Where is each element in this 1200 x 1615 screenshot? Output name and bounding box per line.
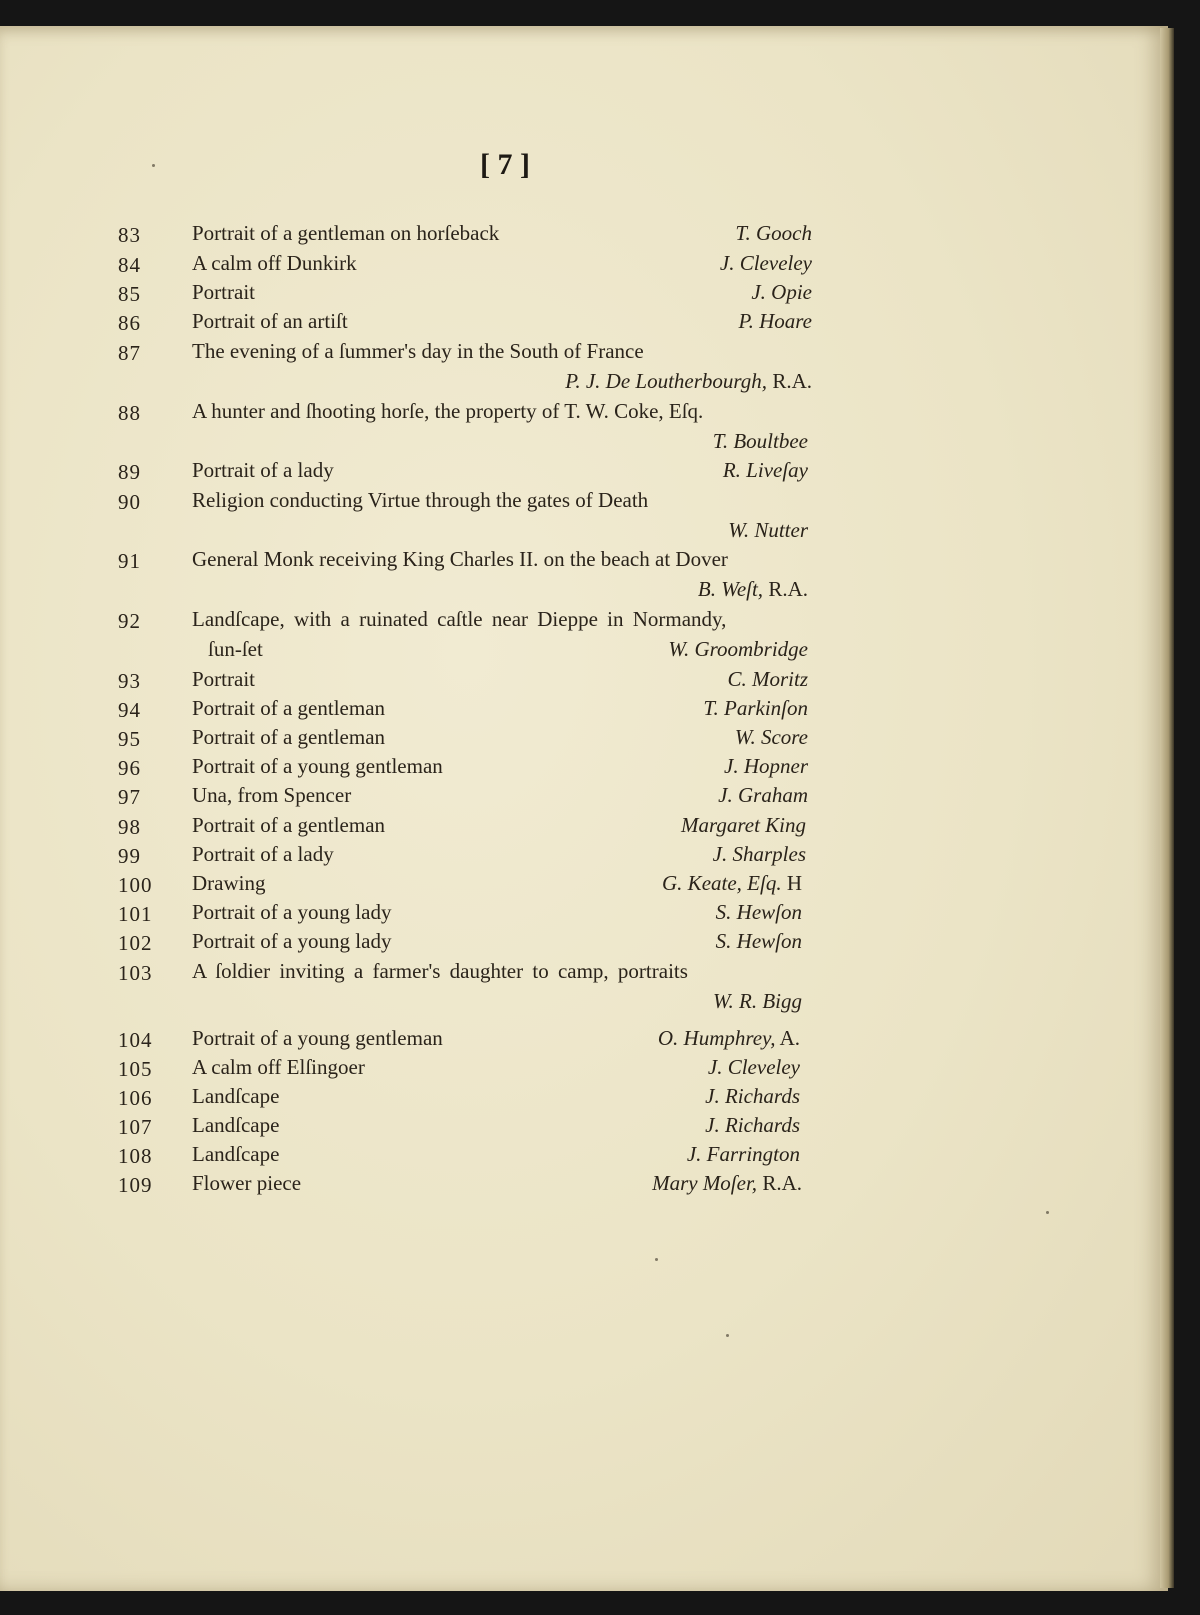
entry-title: Portrait of a gentleman	[192, 696, 386, 720]
entry-number: 85	[118, 282, 141, 306]
entry-number: 98	[118, 815, 141, 839]
artist-name: W. Groombridge	[668, 637, 808, 661]
list-item	[0, 1110, 1168, 1140]
list-item	[0, 1139, 1168, 1169]
artist-name: J. Farrington	[686, 1142, 800, 1166]
artist-name: W. Nutter	[728, 518, 808, 542]
artist-name: J. Cleveley	[719, 251, 812, 275]
entry-artist	[720, 248, 812, 278]
entry-title: Drawing	[192, 871, 266, 895]
entry-number: 91	[118, 549, 141, 573]
artist-suffix: R.A.	[767, 369, 812, 393]
entry-artist	[652, 1168, 802, 1198]
artist-name: T. Boultbee	[712, 429, 808, 453]
entry-artist	[703, 693, 808, 723]
entry-title: Portrait of a gentleman on horſeback	[192, 221, 500, 245]
artist-name: S. Hewſon	[715, 929, 802, 953]
entry-number: 90	[118, 490, 141, 514]
list-item	[0, 396, 1168, 426]
entry-number: 92	[118, 609, 141, 633]
entry-artist	[687, 1139, 800, 1169]
artist-name: J. Hopner	[724, 754, 808, 778]
entry-title: Portrait of a young gentleman	[192, 754, 443, 778]
artist-name: J. Opie	[751, 280, 812, 304]
entry-title: Portrait of a gentleman	[192, 725, 386, 749]
artist-suffix: R.A.	[763, 577, 808, 601]
entry-title: Portrait of a young gentleman	[192, 1026, 443, 1050]
entry-artist	[705, 1110, 800, 1140]
entry-title: Portrait	[192, 667, 255, 691]
list-item	[0, 956, 1168, 986]
paper-speck	[152, 164, 155, 167]
artist-name: J. Richards	[705, 1084, 800, 1108]
entry-title: Landſcape	[192, 1142, 280, 1166]
artist-name: G. Keate, Eſq.	[662, 871, 782, 895]
list-item	[0, 664, 1168, 694]
entry-title: Portrait	[192, 280, 255, 304]
entry-number: 106	[118, 1086, 153, 1110]
entry-number: 83	[118, 223, 141, 247]
entry-artist	[681, 810, 806, 840]
entry-artist	[716, 926, 802, 956]
entry-title: Portrait of a gentleman	[192, 813, 386, 837]
entry-artist	[735, 722, 808, 752]
entry-number: 84	[118, 253, 141, 277]
entry-number: 89	[118, 460, 141, 484]
entry-title: Portrait of a lady	[192, 458, 334, 482]
artist-name: T. Parkinſon	[703, 696, 808, 720]
artist-name: J. Sharples	[712, 842, 806, 866]
list-item	[0, 897, 1168, 927]
list-item	[0, 926, 1168, 956]
list-item	[0, 751, 1168, 781]
list-item	[0, 485, 1168, 515]
entry-artist	[668, 634, 808, 664]
entry-number: 108	[118, 1144, 153, 1168]
artist-name: T. Gooch	[735, 221, 812, 245]
entry-artist	[705, 1081, 800, 1111]
page-number: [ 7 ]	[480, 148, 530, 181]
entry-title-continuation: ſun-ſet	[208, 637, 263, 661]
list-item-continuation	[0, 366, 1168, 396]
entry-artist	[713, 986, 802, 1016]
entry-title: A calm off Elſingoer	[192, 1055, 365, 1079]
artist-name: P. Hoare	[738, 309, 812, 333]
entry-title: Portrait of a young lady	[192, 929, 392, 953]
artist-name: J. Cleveley	[707, 1055, 800, 1079]
paper-speck	[726, 1334, 729, 1337]
entry-title: Una, from Spencer	[192, 783, 352, 807]
list-item	[0, 1168, 1168, 1198]
artist-name: S. Hewſon	[715, 900, 802, 924]
entry-number: 93	[118, 669, 141, 693]
list-item	[0, 722, 1168, 752]
artist-name: C. Moritz	[727, 667, 808, 691]
entry-title: Religion conducting Virtue through the gates of Death	[192, 488, 649, 512]
entry-number: 104	[118, 1028, 153, 1052]
entry-artist	[727, 664, 808, 694]
artist-suffix: A.	[775, 1026, 800, 1050]
list-item	[0, 780, 1168, 810]
entry-number: 99	[118, 844, 141, 868]
entry-number: 102	[118, 931, 153, 955]
entry-number: 100	[118, 873, 153, 897]
entry-number: 105	[118, 1057, 153, 1081]
artist-name: O. Humphrey,	[657, 1026, 776, 1050]
entry-title: The evening of a ſummer's day in the South of France	[192, 339, 644, 363]
list-item	[0, 336, 1168, 366]
entry-title: Portrait of a lady	[192, 842, 334, 866]
artist-name: J. Richards	[705, 1113, 800, 1137]
entry-number: 87	[118, 341, 141, 365]
paper-speck	[655, 1258, 658, 1261]
list-item	[0, 455, 1168, 485]
list-item	[0, 693, 1168, 723]
artist-name: P. J. De Loutherbourgh,	[565, 369, 768, 393]
entry-artist	[728, 515, 808, 545]
entry-number: 86	[118, 311, 141, 335]
entry-number: 94	[118, 698, 141, 722]
list-item-continuation	[0, 515, 1168, 545]
entry-title: A hunter and ſhooting horſe, the property of T. W. Coke, Eſq.	[192, 399, 704, 423]
artist-name: R. Liveſay	[722, 458, 808, 482]
entry-artist	[751, 277, 812, 307]
list-item	[0, 544, 1168, 574]
list-item	[0, 248, 1168, 278]
entry-artist	[708, 1052, 800, 1082]
list-item	[0, 218, 1168, 248]
entry-number: 101	[118, 902, 153, 926]
list-item	[0, 277, 1168, 307]
entry-title: A ſoldier inviting a farmer's daughter to camp, portraits	[192, 959, 688, 983]
entry-number: 107	[118, 1115, 153, 1139]
list-item	[0, 1023, 1168, 1053]
entry-title: Flower piece	[192, 1171, 302, 1195]
entry-artist	[723, 455, 808, 485]
entry-artist	[658, 1023, 800, 1053]
artist-suffix: R.A.	[757, 1171, 802, 1195]
list-item	[0, 839, 1168, 869]
entry-title: Landſcape, with a ruinated caſtle near Dieppe in Normandy,	[192, 607, 727, 631]
list-item	[0, 810, 1168, 840]
entry-number: 96	[118, 756, 141, 780]
artist-name: W. R. Bigg	[712, 989, 802, 1013]
list-item	[0, 1081, 1168, 1111]
list-item	[0, 604, 1168, 634]
artist-name: W. Score	[734, 725, 808, 749]
artist-name: Margaret King	[680, 813, 806, 837]
entry-title: A calm off Dunkirk	[192, 251, 357, 275]
catalogue-page	[0, 26, 1168, 1591]
entry-artist	[718, 780, 808, 810]
artist-suffix: H	[781, 871, 802, 895]
artist-name: Mary Moſer,	[652, 1171, 758, 1195]
entry-artist	[698, 574, 808, 604]
entry-title: General Monk receiving King Charles II. on the beach at Dover	[192, 547, 728, 571]
entry-number: 88	[118, 401, 141, 425]
list-item	[0, 306, 1168, 336]
entry-artist	[662, 868, 802, 898]
artist-name: B. Weſt,	[697, 577, 764, 601]
list-item	[0, 1052, 1168, 1082]
entry-title: Portrait of a young lady	[192, 900, 392, 924]
list-item	[0, 868, 1168, 898]
list-item-continuation	[0, 426, 1168, 456]
entry-artist	[713, 426, 808, 456]
entry-number: 95	[118, 727, 141, 751]
entry-artist	[716, 897, 802, 927]
paper-speck	[1046, 1211, 1049, 1214]
entry-number: 103	[118, 961, 153, 985]
artist-name: J. Graham	[718, 783, 808, 807]
entry-artist	[724, 751, 808, 781]
entry-artist	[735, 218, 812, 248]
list-item-continuation	[0, 986, 1168, 1016]
entry-title: Landſcape	[192, 1113, 280, 1137]
list-item-continuation	[0, 574, 1168, 604]
entry-number: 97	[118, 785, 141, 809]
entry-title: Portrait of an artiſt	[192, 309, 348, 333]
entry-artist	[739, 306, 813, 336]
entry-artist	[565, 366, 812, 396]
list-item-continuation	[0, 634, 1168, 664]
entry-artist	[713, 839, 806, 869]
entry-title: Landſcape	[192, 1084, 280, 1108]
page-edge	[1160, 28, 1174, 1588]
entry-number: 109	[118, 1173, 153, 1197]
